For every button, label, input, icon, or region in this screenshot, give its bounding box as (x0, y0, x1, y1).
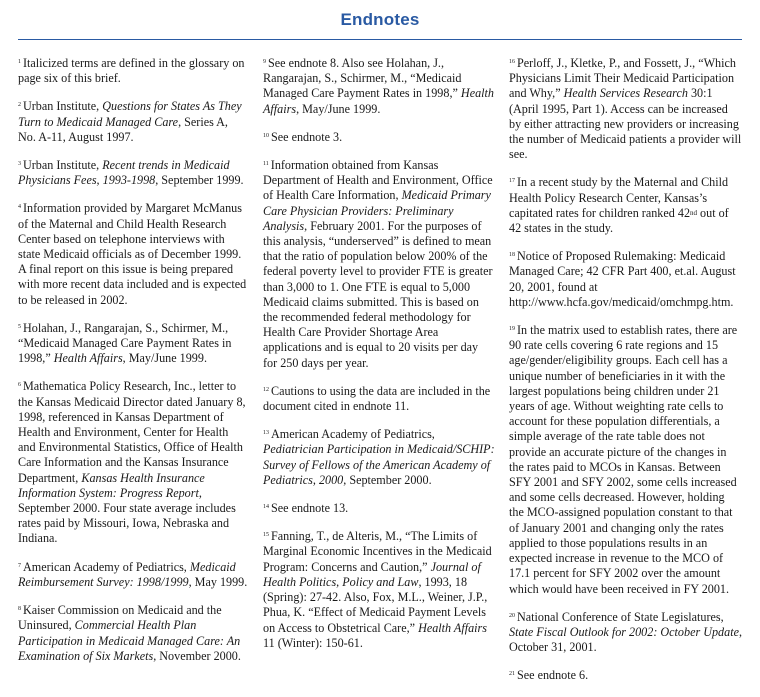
endnote-number: 17 (509, 178, 515, 185)
endnote-text: See endnote 13. (271, 501, 349, 516)
endnote-9 (263, 56, 495, 117)
endnote-16 (509, 56, 742, 162)
endnote-13 (263, 427, 495, 488)
endnote-text: See endnote 8. Also see Holahan, J., Rangarajan, S., Schirmer, M., “Medicaid Managed Care Payment Rates in 1998,” (263, 56, 462, 101)
endnote-title: Health Affairs (53, 351, 123, 366)
endnote-number: 15 (263, 532, 269, 539)
endnote-20 (509, 610, 742, 656)
endnote-text: Kaiser Commission on Medicaid and the Uninsured, (18, 603, 222, 633)
endnote-18 (509, 249, 742, 310)
endnote-text: Urban Institute, (23, 158, 103, 173)
endnote-title: Health Affairs (418, 620, 487, 635)
endnote-number: 9 (263, 59, 266, 65)
endnote-text: Perloff, J., Kletke, P., and Fossett, J., “Which Physicians Limit Their Medicaid Participation and Why,” (509, 56, 736, 101)
endnote-title: State Fiscal Outlook for 2002: October Update (509, 624, 739, 639)
page-header (0, 10, 760, 30)
endnote-number: 7 (18, 562, 21, 569)
endnote-text: Italicized terms are defined in the glossary on page six of this brief. (18, 56, 245, 86)
endnote-text: See endnote 3. (271, 129, 343, 144)
endnote-number: 12 (263, 386, 269, 393)
endnote-title: Recent trends in Medicaid Physicians Fees, 1993-1998 (18, 158, 230, 188)
endnote-text: 30:1 (April 1995, Part 1). Access can be increased by either attracting new providers or increasing the number of Medicaid patients a provider will see. (509, 86, 742, 162)
endnote-7 (18, 560, 248, 590)
endnote-text: out of 42 states in the study. (509, 205, 729, 236)
endnote-text: , September 2000. Four state average includes rates paid by Missouri, Iowa, Nebraska and Indiana. (18, 485, 236, 546)
endnote-title: Health Affairs (263, 86, 494, 116)
endnote-number: 1 (18, 59, 21, 65)
endnote-text: Information provided by Margaret McManus of the Maternal and Child Health Research Center based on telephone interviews with state Medicaid officials as of December 1999. A final report on this issue is being prepared with more recent data included and is expected to be released in 2002. (18, 201, 247, 307)
endnote-5 (18, 321, 248, 367)
endnote-2 (18, 99, 248, 145)
endnote-number: 4 (18, 204, 21, 211)
endnote-number: 5 (18, 323, 21, 330)
endnote-number: 13 (263, 430, 269, 437)
endnote-11 (263, 158, 495, 371)
endnote-text: Holahan, J., Rangarajan, S., Schirmer, M., “Medicaid Managed Care Payment Rates in 1998,” (18, 320, 232, 366)
endnote-text: American Academy of Pediatrics, (23, 559, 190, 574)
endnotes-column-2 (263, 56, 495, 664)
endnote-1 (18, 56, 248, 86)
endnote-4 (18, 201, 248, 307)
endnote-text: , October 31, 2001. (509, 624, 743, 655)
endnote-text: See endnote 6. (517, 668, 589, 683)
endnote-number: 6 (18, 382, 21, 389)
endnote-17 (509, 175, 742, 236)
page-title: Endnotes (340, 10, 420, 29)
endnote-text: , September 2000. (343, 472, 432, 487)
endnote-6 (18, 379, 248, 546)
endnote-title: Commercial Health Plan Participation in Medicaid Managed Care: An Examination of Six Markets (18, 618, 241, 663)
endnote-text: Mathematica Policy Research, Inc., letter to the Kansas Medicaid Director dated January 8, 1998, referenced in Kansas Department of Health and Environment, Center for Health and Environmental Statistics, Office of Health Care Information and the Kansas Insurance Department, (18, 379, 246, 485)
endnote-text: , Series A, No. A-11, August 1997. (18, 114, 228, 144)
endnote-text: , May 1999. (188, 574, 248, 589)
endnote-title: Health Services Research (563, 86, 688, 101)
endnote-title: Medicaid Reimbursement Survey: 1998/1999 (18, 559, 236, 589)
header-rule (18, 39, 742, 40)
endnote-number: 8 (18, 606, 21, 613)
endnote-19 (509, 323, 742, 597)
endnote-text: 11 (Winter): 150-61. (263, 635, 363, 650)
endnote-text: Information obtained from Kansas Department of Health and Environment, Office of Health Care Information, (263, 158, 493, 203)
endnotes-column-3 (509, 56, 742, 697)
endnote-title: Medicaid Primary Care Physician Providers: Preliminary Analysis (263, 188, 491, 233)
endnote-title: Journal of Health Politics, Policy and Law (263, 559, 481, 589)
endnote-text: Fanning, T., de Alteris, M., “The Limits of Marginal Economic Incentives in the Medicaid Program: Concerns and Caution,” (263, 529, 492, 574)
endnote-number: 18 (509, 252, 515, 259)
endnote-number: 2 (18, 102, 21, 109)
endnote-10 (263, 130, 495, 145)
endnote-number: 11 (263, 161, 269, 168)
endnote-number: 16 (509, 59, 515, 65)
ordinal-suffix: nd (690, 208, 698, 217)
endnote-title: Pediatrician Participation in Medicaid/SCHIP: Survey of Fellows of the American Academy of Pediatrics, 2000 (263, 442, 495, 487)
endnote-text: , 1993, 18 (Spring): 27-42. Also, Fox, M.L., Weiner, J.P., Phua, K. “Effect of Medicaid Payment Levels on Access to Obstetrical Care,” (263, 574, 488, 635)
endnote-text: American Academy of Pediatrics, (271, 427, 435, 442)
endnote-title: Questions for States As They Turn to Medicaid Managed Care (18, 99, 242, 129)
endnote-text: In the matrix used to establish rates, there are 90 rate cells covering 6 rate regions and 15 age/gender/eligibility groups. Each cell has a unique number of beneficiaries in it with the largest populations being children under 21 years of age. Without weighting rate cells to account for these population differentials, a simple average of the rate table does not provide an accurate picture of the changes in the rates paid to MCOs in Kansas. Between SFY 2001 and SFY 2002, some cells increased and some cells decreased. However, holding the MCO-assigned population constant to that of January 2001 and changing only the rates applied to those populations results in an expected increase in revenue to the MCO of 17.1 percent for SFY 2002 over the amount which would have been received in FY 2001. (509, 323, 738, 596)
endnote-12 (263, 384, 495, 414)
endnote-number: 3 (18, 161, 21, 168)
endnote-text: National Conference of State Legislatures, (517, 609, 724, 624)
endnote-text: , November 2000. (153, 648, 241, 663)
endnote-text: Cautions to using the data are included in the document cited in endnote 11. (263, 383, 491, 414)
endnote-text: Notice of Proposed Rulemaking: Medicaid Managed Care; 42 CFR Part 400, et.al. August 20, 2001, found at http://www.hcfa.gov/medicaid/omchmpg.htm. (509, 249, 736, 309)
endnote-3 (18, 158, 248, 188)
endnote-15 (263, 529, 495, 651)
endnote-text: In a recent study by the Maternal and Child Health Policy Research Center, Kansas’s capitated rates for children ranked 42 (509, 175, 729, 220)
endnote-number: 14 (263, 504, 269, 511)
endnote-text: , May/June 1999. (122, 351, 207, 366)
endnote-title: Kansas Health Insurance Information System: Progress Report (18, 470, 205, 500)
endnote-8 (18, 603, 248, 664)
endnote-number: 21 (509, 671, 515, 678)
endnote-number: 19 (509, 326, 515, 333)
endnote-21 (509, 668, 742, 683)
endnote-text: , September 1999. (155, 173, 244, 188)
endnotes-column-1 (18, 56, 248, 677)
endnote-text: , May/June 1999. (296, 101, 381, 116)
endnote-text: , February 2001. For the purposes of this analysis, “underserved” is defined to mean that the ratio of population below 200% of the federal poverty level to provider FTE is greater than 3,000 to 1. One FTE is equal to 5,000 Medicaid claims submitted. This is based on the recommended federal methodology for Health Care Provider Shortage Area applications and is equal to 20 visits per day for 250 days per year. (263, 218, 493, 370)
endnote-14 (263, 501, 495, 516)
endnote-number: 10 (263, 132, 269, 139)
endnote-text: Urban Institute, (23, 99, 103, 114)
endnote-number: 20 (509, 612, 515, 619)
